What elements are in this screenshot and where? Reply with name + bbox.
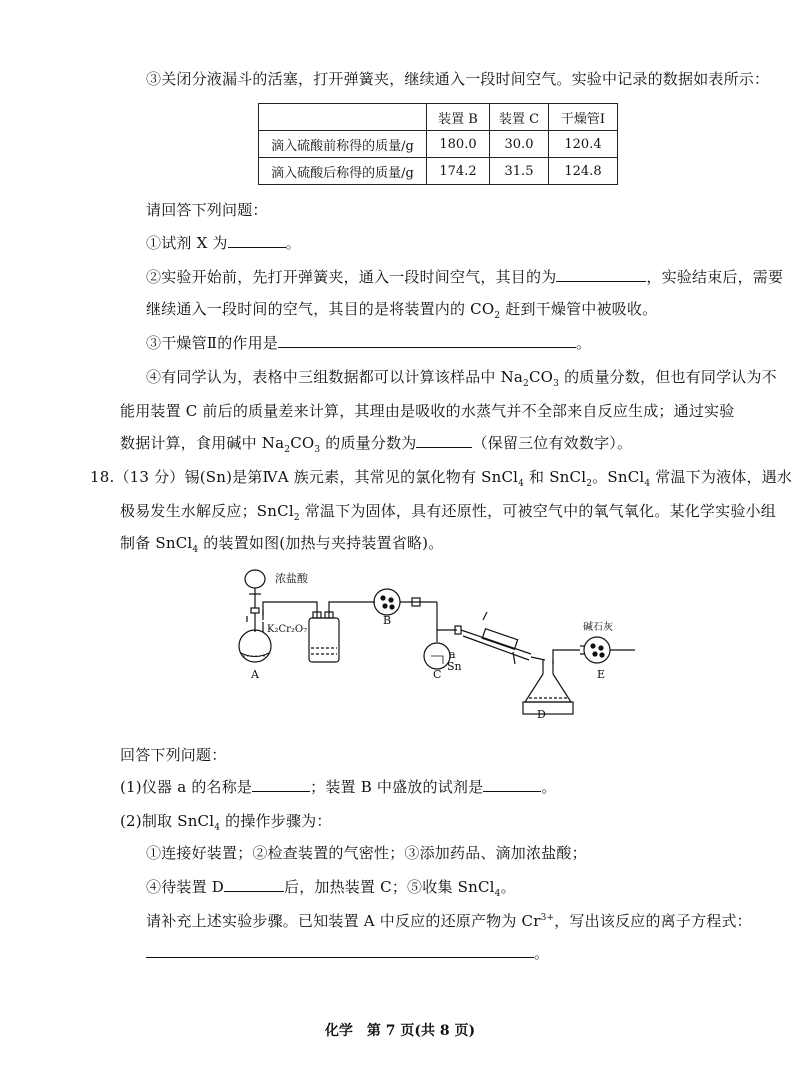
table-cell: 124.8 <box>549 158 618 185</box>
q18-line3: 制备 SnCl$_4$ 的装置如图(加热与夹持装置省略)。 <box>120 534 444 555</box>
label-lime: 碱石灰 <box>583 622 613 633</box>
page-footer: 化学 第 7 页(共 8 页) <box>324 1023 476 1039</box>
answer-blank[interactable] <box>416 433 472 448</box>
table-header-cell: 装置 C <box>490 104 549 131</box>
answer-blank[interactable] <box>224 877 284 892</box>
answer-blank[interactable] <box>228 233 286 248</box>
q17-sub4-line3: 数据计算，食用碱中 $Na_2CO_3$ 的质量分数为 （保留三位有效数字）。 <box>120 434 633 455</box>
condenser <box>461 612 531 664</box>
q18-part2-step1: ①连接好装置；②检查装置的气密性；③添加药品、滴加浓盐酸； <box>146 844 587 862</box>
q18-line1: 18.（13 分）锡(Sn)是第ⅣA 族元素，其常见的氯化物有 SnCl$_4$ 和 SnCl$_2$。SnCl$_4$ 常温下为液体，遇水 <box>90 468 793 489</box>
label-d-device: D <box>537 708 546 720</box>
label-sn: Sn <box>447 660 462 673</box>
q18-part1: (1)仪器 a 的名称是 ；装置 B 中盛放的试剂是 。 <box>120 778 557 796</box>
table-cell: 30.0 <box>490 131 549 158</box>
table-cell: 180.0 <box>427 131 490 158</box>
q17-sub1: ①试剂 X 为 。 <box>146 234 301 252</box>
table-cell: 滴入硫酸前称得的质量/g <box>259 131 427 158</box>
answer-blank[interactable] <box>252 777 310 792</box>
table-row <box>259 158 618 185</box>
table-header-row <box>259 104 618 131</box>
label-e-device: E <box>597 668 606 681</box>
q17-sub2-cont: 继续通入一段时间的空气，其目的是将装置内的 $CO_2$ 赶到干燥管中被吸收。 <box>146 300 658 321</box>
label-a-instrument: a <box>449 648 456 661</box>
data-table <box>258 103 618 185</box>
q17-sub2: ②实验开始前，先打开弹簧夹，通入一段时间空气，其目的为 ，实验结束后，需要 <box>146 268 784 286</box>
table-cell: 31.5 <box>490 158 549 185</box>
label-reagent: K₂Cr₂O₇ <box>267 624 308 635</box>
q17-step3-text: ③关闭分液漏斗的活塞，打开弹簧夹，继续通入一段时间空气。实验中记录的数据如表所示： <box>146 70 770 88</box>
q17-sub4: ④有同学认为，表格中三组数据都可以计算该样品中 $Na_2CO_3$ 的质量分数，但也有同学认为不 <box>146 368 777 389</box>
table-header-cell <box>259 104 427 131</box>
q18-part2-answer: 。 <box>146 942 549 963</box>
drying-tube-b <box>374 589 437 615</box>
answer-blank[interactable] <box>483 777 541 792</box>
table-row <box>259 131 618 158</box>
q18-part2-step3: 请补充上述实验步骤。已知装置 A 中反应的还原产物为 $Cr^{3+}$，写出该反应的离子方程式： <box>146 912 752 930</box>
label-c-device: C <box>433 668 442 681</box>
flask-a <box>239 570 271 662</box>
apparatus-figure <box>225 560 645 720</box>
q18-prompt: 回答下列问题： <box>120 746 227 764</box>
q17-sub4-line2: 能用装置 C 前后的质量差来计算，其理由是吸收的水蒸气并不全部来自反应生成；通过实验 <box>120 402 735 420</box>
answer-blank[interactable] <box>556 267 646 282</box>
answer-blank[interactable] <box>146 943 534 958</box>
label-b-device: B <box>383 614 392 627</box>
flask-d <box>523 660 573 714</box>
drying-tube-e <box>580 637 635 663</box>
table-cell: 120.4 <box>549 131 618 158</box>
table-cell: 174.2 <box>427 158 490 185</box>
q18-line2: 极易发生水解反应；SnCl$_2$ 常温下为固体，具有还原性，可被空气中的氧气氧化。某化学实验小组 <box>120 502 776 523</box>
table-header-cell: 干燥管Ⅰ <box>549 104 618 131</box>
label-acid: 浓盐酸 <box>275 572 308 585</box>
q18-part2: (2)制取 SnCl$_4$ 的操作步骤为： <box>120 812 332 833</box>
label-a-device: A <box>251 668 259 681</box>
q17-prompt: 请回答下列问题： <box>146 201 268 219</box>
q17-sub3: ③干燥管Ⅱ的作用是 。 <box>146 334 592 352</box>
answer-blank[interactable] <box>278 333 576 348</box>
table-cell: 滴入硫酸后称得的质量/g <box>259 158 427 185</box>
q18-part2-step2: ④待装置 D 后，加热装置 C；⑤收集 SnCl$_4$。 <box>146 878 516 899</box>
table-header-cell: 装置 B <box>427 104 490 131</box>
wash-bottle <box>309 612 339 662</box>
